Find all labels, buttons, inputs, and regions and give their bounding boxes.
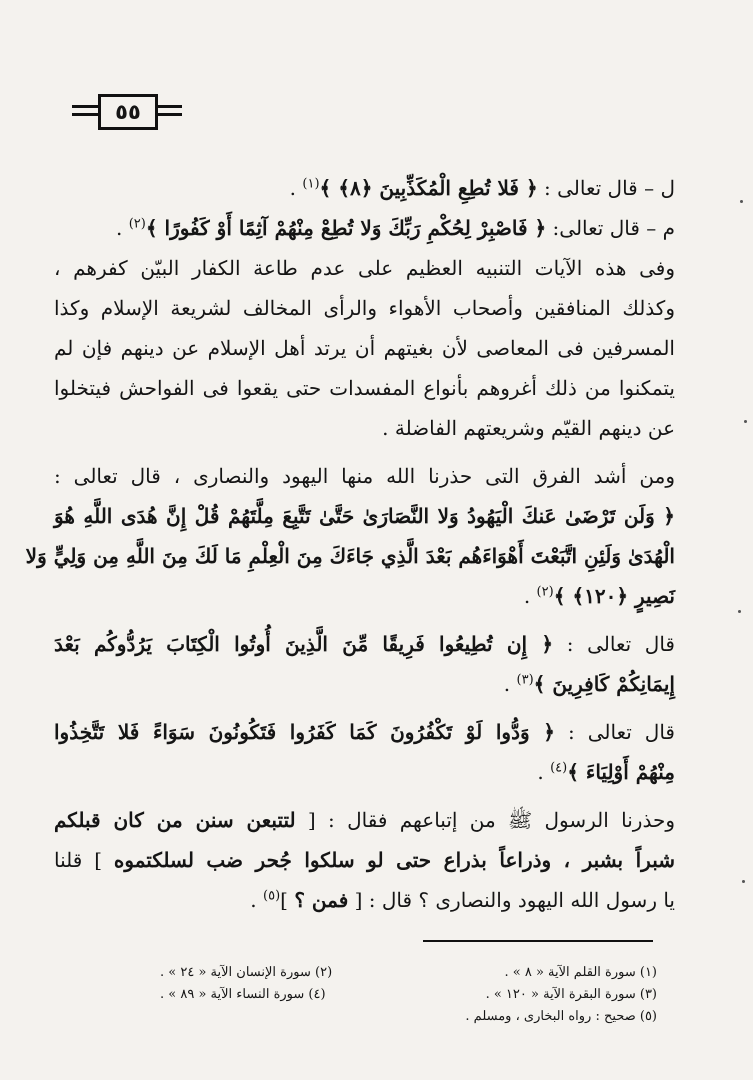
text-line-16 [54,800,675,840]
page-number-rule-right-2 [156,113,182,116]
text-line-5 [54,328,675,368]
page-number-rule-right [156,105,182,108]
quoted-text: ﴿ فَلا تُطِعِ الْمُكَذِّبِينَ ﴿٨﴾ ﴾ [319,176,538,200]
text-segment: ] [280,888,295,912]
text-segment: وحذرنا الرسول ﷺ من إتباعهم فقال : [ [295,808,675,832]
footnote-reference: (١) [302,176,320,192]
quoted-text: الْهُدَىٰ وَلَئِنِ اتَّبَعْتَ أَهْوَاءَهُم بَعْدَ الَّذِي جَاءَكَ مِنَ الْعِلْمِ مَا لَكَ مِنَ اللَّهِ مِن وَلِيٍّ وَلا [25,544,675,568]
text-segment: . [537,760,551,784]
text-segment: ومن أشد الفرق التى حذرنا الله منها اليهود والنصارى ، قال تعالى : [54,464,675,488]
text-segment: م – قال تعالى: [546,216,675,240]
text-line-7 [54,408,675,448]
page-number-rule-left-2 [72,113,100,116]
footnotes [160,962,657,1028]
footnote-reference: (٢) [128,216,146,232]
text-line-12 [54,624,675,664]
quoted-text: ﴿ وَلَن تَرْضَىٰ عَنكَ الْيَهُودُ وَلا النَّصَارَىٰ حَتَّىٰ تَتَّبِعَ مِلَّتَهُمْ قُلْ إِنَّ هُدَى اللَّهِ هُوَ [54,504,675,528]
text-segment: . [523,584,537,608]
footnote-row [160,962,657,984]
quoted-text: ﴿ إِن تُطِيعُوا فَرِيقًا مِّنَ الَّذِينَ أُوتُوا الْكِتَابَ يَرُدُّوكُم بَعْدَ [54,632,554,656]
text-segment: . [250,888,264,912]
text-line-6 [54,368,675,408]
text-segment: . [289,176,303,200]
text-segment: . [503,672,517,696]
text-line-13 [54,664,675,704]
footnote-text: (١) سورة القلم الآية « ٨ » . [504,965,657,980]
page-number-rule-left [72,105,100,108]
text-line-11 [54,576,675,616]
quoted-text: إِيمَانِكُمْ كَافِرِينَ ﴾ [533,672,675,696]
text-segment: وفى هذه الآيات التنبيه العظيم على عدم طاعة الكفار البيّن كفرهم ، [54,256,675,280]
footnote-text: (٣) سورة البقرة الآية « ١٢٠ » . [485,987,657,1002]
footnote-row [160,1006,657,1028]
quoted-text: شبراً بشبر ، وذراعاً بذراع حتى لو سلكوا جُحر ضب لسلكتموه [113,848,675,872]
footnote-reference: (٤) [550,760,568,776]
text-segment: عن دينهم القيّم وشريعتهم الفاضلة . [382,416,675,440]
footnote-reference: (٥) [263,888,281,904]
text-segment: المسرفين فى المعاصى لأن بغيتهم أن يرتد أهل الإسلام عن دينهم فإن لم [54,336,675,360]
quoted-text: مِنْهُمْ أَوْلِيَاءَ ﴾ [567,760,675,784]
text-line-1 [54,168,675,208]
page-number: ٥٥ [98,94,158,130]
text-line-10 [25,536,675,576]
footnote-row [160,984,657,1006]
text-segment: قال تعالى : [554,720,675,744]
margin-speck [738,610,741,613]
text-line-8 [54,456,675,496]
footnote-reference: (٣) [516,672,534,688]
paragraph-gap [54,792,675,800]
footnote-text: (٢) سورة الإنسان الآية « ٢٤ » . [160,965,333,980]
text-segment: ] قلنا [54,848,114,872]
footnote-text: (٤) سورة النساء الآية « ٨٩ » . [160,987,326,1002]
text-line-2 [54,208,675,248]
paragraph-gap [54,448,675,456]
text-line-4 [54,288,675,328]
text-line-18 [54,880,675,920]
margin-speck [740,200,743,203]
footnote-text: (٥) صحيح : رواه البخارى ، ومسلم . [465,1009,657,1024]
footnote-reference: (٢) [536,584,554,600]
quoted-text: نَصِيرٍ ﴿١٢٠﴾ ﴾ [553,584,675,608]
text-segment: يا رسول الله اليهود والنصارى ؟ قال : [ [348,888,675,912]
text-segment: . [115,216,129,240]
paragraph-gap [54,704,675,712]
quoted-text: فمن ؟ [294,888,349,912]
text-line-3 [54,248,675,288]
quoted-text: ﴿ فَاصْبِرْ لِحُكْمِ رَبِّكَ وَلا تُطِعْ مِنْهُمْ آثِمًا أَوْ كَفُورًا ﴾ [145,216,547,240]
margin-speck [742,880,745,883]
text-line-17 [54,840,675,880]
margin-speck [744,420,747,423]
text-segment: وكذلك المنافقين وأصحاب الأهواء والرأى المخالف لشريعة الإسلام وكذا [54,296,675,320]
text-segment: قال تعالى : [553,632,675,656]
page-number-box [72,94,182,132]
quoted-text: ﴿ وَدُّوا لَوْ تَكْفُرُونَ كَمَا كَفَرُوا فَتَكُونُونَ سَوَاءً فَلا تَتَّخِذُوا [54,720,555,744]
page-body [25,168,675,920]
text-line-14 [54,712,675,752]
text-segment: يتمكنوا من ذلك أغروهم بأنواع المفسدات حتى يقعوا فى الفواحش فيتخلوا [54,376,675,400]
paragraph-gap [54,616,675,624]
quoted-text: لتتبعن سنن من كان قبلكم [54,808,296,832]
text-line-9 [54,496,675,536]
text-line-15 [54,752,675,792]
text-segment: ل – قال تعالى : [537,176,675,200]
footnote-separator [423,940,653,942]
